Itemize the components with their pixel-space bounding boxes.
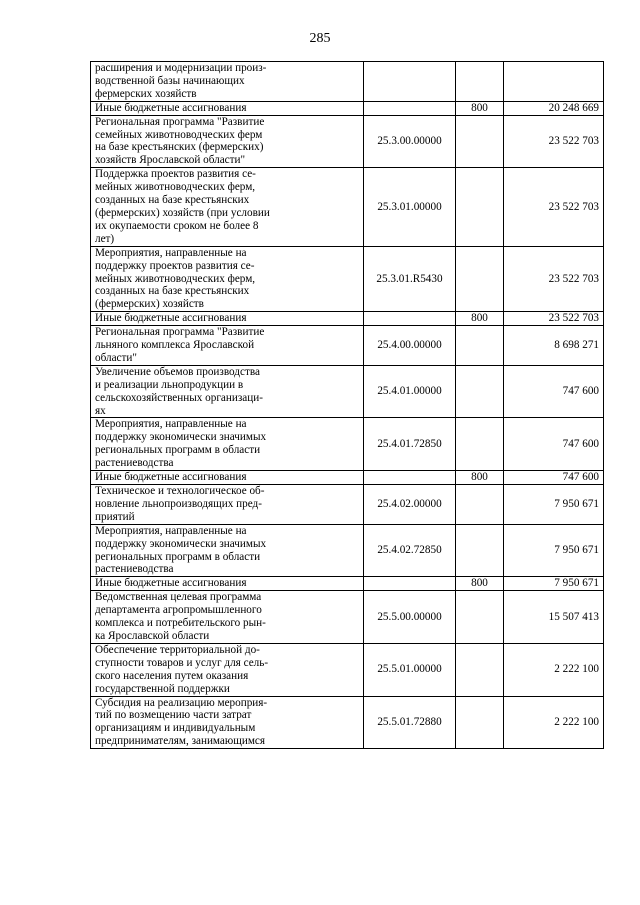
- row-amount-cell: 23 522 703: [504, 168, 604, 246]
- row-code-cell: 25.4.00.00000: [364, 326, 456, 366]
- row-code-cell: 25.5.01.00000: [364, 643, 456, 696]
- row-name-line: тий по возмещению части затрат: [95, 709, 252, 722]
- row-name-line: лет): [95, 232, 115, 245]
- row-name-line: созданных на базе крестьянских: [95, 194, 250, 207]
- row-amount-cell: 23 522 703: [504, 246, 604, 312]
- table-row: [91, 524, 604, 577]
- table-row: [91, 643, 604, 696]
- row-amount-cell: 7 950 671: [504, 577, 604, 591]
- row-name-line: их окупаемости сроком не более 8: [95, 219, 259, 232]
- row-amount-cell: 747 600: [504, 471, 604, 485]
- row-expense-type-cell: [456, 418, 504, 471]
- row-name-line: области": [95, 351, 137, 364]
- row-expense-type-cell: [456, 62, 504, 102]
- row-name-line: предпринимателям, занимающимся: [95, 735, 266, 748]
- row-code-cell: 25.3.01.00000: [364, 168, 456, 246]
- row-code-cell: [364, 62, 456, 102]
- row-name-line: водственной базы начинающих: [95, 74, 245, 87]
- row-name-line: созданных на базе крестьянских: [95, 285, 250, 298]
- table-row: [91, 577, 604, 591]
- row-expense-type-cell: [456, 485, 504, 525]
- row-name-cell: [91, 365, 364, 418]
- row-name-line: растениеводства: [95, 563, 174, 576]
- budget-table-body: [91, 62, 604, 749]
- row-name-line: поддержку проектов развития се-: [95, 259, 255, 272]
- row-amount-cell: 20 248 669: [504, 101, 604, 115]
- row-name-line: растениеводства: [95, 457, 174, 470]
- row-amount-cell: 23 522 703: [504, 312, 604, 326]
- row-expense-type-cell: [456, 591, 504, 644]
- row-name-cell: [91, 312, 364, 326]
- row-name-line: новление льнопроизводящих пред-: [95, 497, 262, 510]
- row-expense-type-cell: [456, 115, 504, 168]
- row-code-cell: 25.3.00.00000: [364, 115, 456, 168]
- row-expense-type-cell: [456, 246, 504, 312]
- table-row: [91, 696, 604, 749]
- row-name-line: региональных программ в области: [95, 550, 261, 563]
- row-name-cell: [91, 418, 364, 471]
- table-row: [91, 115, 604, 168]
- table-row: [91, 365, 604, 418]
- table-row: [91, 418, 604, 471]
- table-row: [91, 485, 604, 525]
- row-expense-type-cell: [456, 643, 504, 696]
- row-code-cell: 25.4.02.72850: [364, 524, 456, 577]
- row-code-cell: [364, 471, 456, 485]
- row-name-line: и реализации льнопродукции в: [95, 378, 244, 391]
- row-name-line: Ведомственная целевая программа: [95, 591, 262, 604]
- row-name-cell: [91, 115, 364, 168]
- row-expense-type-cell: [456, 168, 504, 246]
- row-name-line: приятий: [95, 510, 135, 523]
- budget-table: [90, 61, 604, 749]
- row-name-cell: [91, 168, 364, 246]
- row-name-line: Техническое и технологическое об-: [95, 485, 265, 497]
- row-name-line: ского населения путем оказания: [95, 669, 249, 682]
- row-amount-cell: 747 600: [504, 418, 604, 471]
- row-name-line: семейных животноводческих ферм: [95, 128, 263, 141]
- page-number: 285: [309, 31, 331, 46]
- row-code-cell: 25.4.01.00000: [364, 365, 456, 418]
- row-name-line: льняного комплекса Ярославской: [95, 339, 255, 352]
- row-name-line: ка Ярославской области: [95, 629, 210, 642]
- table-row: [91, 591, 604, 644]
- row-name-cell: [91, 524, 364, 577]
- row-amount-cell: 7 950 671: [504, 485, 604, 525]
- row-name-line: Иные бюджетные ассигнования: [95, 471, 247, 484]
- row-amount-cell: 747 600: [504, 365, 604, 418]
- row-amount-cell: 7 950 671: [504, 524, 604, 577]
- row-name-cell: [91, 471, 364, 485]
- table-row: [91, 326, 604, 366]
- row-code-cell: [364, 101, 456, 115]
- row-amount-cell: 15 507 413: [504, 591, 604, 644]
- row-expense-type-cell: 800: [456, 577, 504, 591]
- row-name-line: сельскохозяйственных организаци-: [95, 391, 263, 404]
- table-row: [91, 62, 604, 102]
- row-name-line: поддержку экономически значимых: [95, 537, 267, 550]
- row-name-line: ях: [95, 404, 106, 417]
- row-name-cell: [91, 577, 364, 591]
- row-name-line: региональных программ в области: [95, 444, 261, 457]
- row-name-line: Региональная программа "Развитие: [95, 326, 265, 339]
- row-name-line: Мероприятия, направленные на: [95, 524, 247, 537]
- row-name-line: Субсидия на реализацию мероприя-: [95, 696, 268, 709]
- row-name-line: Поддержка проектов развития се-: [95, 168, 256, 181]
- row-expense-type-cell: [456, 524, 504, 577]
- table-row: [91, 101, 604, 115]
- table-row: [91, 246, 604, 312]
- row-name-cell: [91, 101, 364, 115]
- row-name-cell: [91, 62, 364, 102]
- row-name-line: Мероприятия, направленные на: [95, 246, 247, 259]
- row-amount-cell: [504, 62, 604, 102]
- row-code-cell: [364, 577, 456, 591]
- row-name-line: расширения и модернизации произ-: [95, 62, 267, 74]
- row-name-line: (фермерских) хозяйств (при условии: [95, 206, 270, 219]
- row-name-line: Иные бюджетные ассигнования: [95, 101, 247, 114]
- row-name-line: поддержку экономически значимых: [95, 431, 267, 444]
- row-expense-type-cell: [456, 365, 504, 418]
- row-name-line: (фермерских) хозяйств: [95, 298, 204, 311]
- row-name-cell: [91, 485, 364, 525]
- table-row: [91, 168, 604, 246]
- row-name-cell: [91, 326, 364, 366]
- row-name-line: департамента агропромышленного: [95, 604, 262, 617]
- row-code-cell: 25.3.01.R5430: [364, 246, 456, 312]
- row-name-line: хозяйств Ярославской области": [95, 154, 246, 167]
- row-amount-cell: 2 222 100: [504, 643, 604, 696]
- row-expense-type-cell: 800: [456, 312, 504, 326]
- row-expense-type-cell: [456, 326, 504, 366]
- row-name-line: Иные бюджетные ассигнования: [95, 577, 247, 590]
- row-name-line: Обеспечение территориальной до-: [95, 643, 260, 656]
- row-name-cell: [91, 591, 364, 644]
- row-name-line: ступности товаров и услуг для сель-: [95, 656, 269, 669]
- row-name-line: Региональная программа "Развитие: [95, 115, 265, 128]
- row-name-line: Иные бюджетные ассигнования: [95, 312, 247, 325]
- row-name-line: мейных животноводческих ферм,: [95, 272, 256, 285]
- row-name-line: мейных животноводческих ферм,: [95, 181, 256, 194]
- row-amount-cell: 23 522 703: [504, 115, 604, 168]
- row-name-line: Мероприятия, направленные на: [95, 418, 247, 431]
- row-name-cell: [91, 643, 364, 696]
- row-expense-type-cell: [456, 696, 504, 749]
- table-row: [91, 471, 604, 485]
- row-name-line: Увеличение объемов производства: [95, 365, 260, 378]
- row-name-line: государственной поддержки: [95, 682, 230, 695]
- row-code-cell: 25.4.02.00000: [364, 485, 456, 525]
- row-amount-cell: 2 222 100: [504, 696, 604, 749]
- row-name-line: комплекса и потребительского рын-: [95, 617, 266, 630]
- table-row: [91, 312, 604, 326]
- row-name-line: фермерских хозяйств: [95, 87, 197, 100]
- row-code-cell: 25.4.01.72850: [364, 418, 456, 471]
- row-name-cell: [91, 696, 364, 749]
- row-name-cell: [91, 246, 364, 312]
- row-name-line: организациям и индивидуальным: [95, 722, 256, 735]
- row-code-cell: [364, 312, 456, 326]
- row-amount-cell: 8 698 271: [504, 326, 604, 366]
- row-name-line: на базе крестьянских (фермерских): [95, 141, 264, 154]
- row-expense-type-cell: 800: [456, 101, 504, 115]
- row-code-cell: 25.5.00.00000: [364, 591, 456, 644]
- row-code-cell: 25.5.01.72880: [364, 696, 456, 749]
- row-expense-type-cell: 800: [456, 471, 504, 485]
